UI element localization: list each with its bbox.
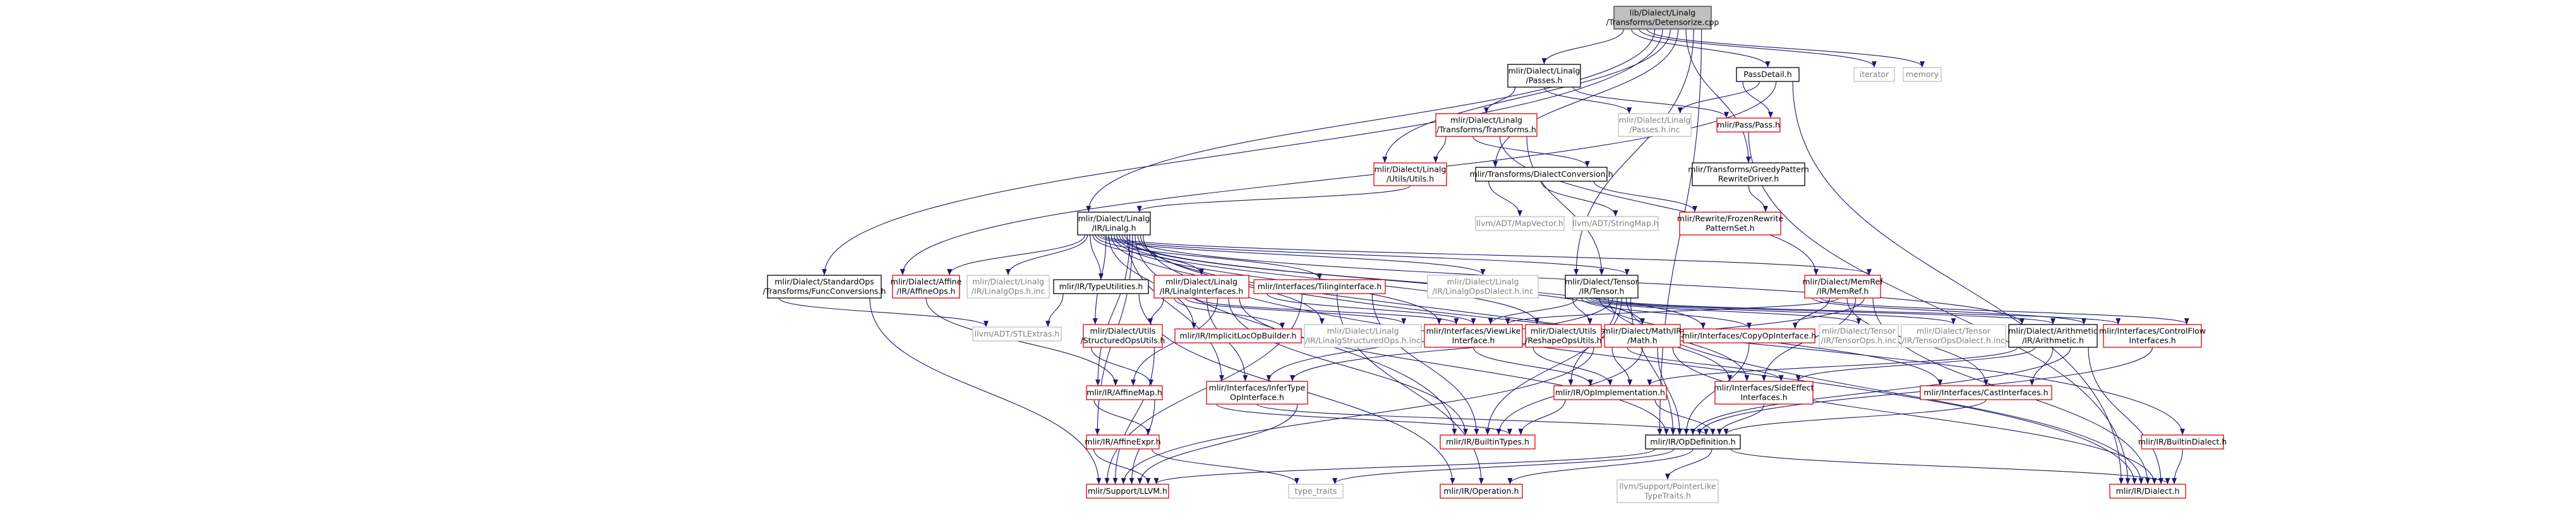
- node-linalgopsinc: [967, 275, 1049, 298]
- node-tensorops: [1819, 325, 1898, 347]
- node-label-line: /IR/LinalgInterfaces.h: [1159, 286, 1244, 296]
- node-linalgpasses[interactable]: [1508, 64, 1580, 87]
- node-label-line: mlir/Dialect/Tensor: [1822, 326, 1896, 336]
- node-controlflow[interactable]: [2099, 325, 2206, 347]
- node-structuredutils[interactable]: [1081, 325, 1165, 347]
- edge-infertype-to-opdef: [1257, 404, 1706, 434]
- node-label-line: mlir/Dialect/Utils: [1090, 326, 1156, 336]
- edge-root-to-linalgutils: [1385, 29, 1670, 162]
- node-label-line: type_traits: [1294, 486, 1337, 496]
- node-pointerlike: [1617, 480, 1718, 503]
- edge-opimpl-to-builtintypes: [1521, 400, 1565, 434]
- node-label-line: mlir/IR/BuiltinTypes.h: [1446, 437, 1529, 446]
- node-label-line: mlir/Dialect/Linalg: [972, 277, 1044, 287]
- node-label-line: Interfaces.h: [1740, 392, 1788, 402]
- edge-opdef-to-supportllvm: [1157, 449, 1656, 484]
- node-label-line: /IR/LinalgStructuredOps.h.inc: [1305, 335, 1421, 345]
- node-tensor[interactable]: [1565, 275, 1639, 298]
- node-label-line: /IR/TensorOps.h.inc: [1821, 335, 1897, 345]
- edge-linalginterfaces-to-opdef: [1239, 298, 1666, 434]
- node-label-line: mlir/Dialect/Affine: [890, 277, 962, 287]
- node-label-line: llvm/ADT/STLExtras.h: [974, 329, 1060, 338]
- edge-layer: [779, 29, 2187, 484]
- node-label-line: mlir/Pass/Pass.h: [1717, 120, 1780, 129]
- node-label-line: mlir/Transforms/DialectConversion.h: [1469, 169, 1613, 179]
- node-operation[interactable]: [1440, 484, 1522, 498]
- node-label-line: mlir/Dialect/Linalg: [1447, 277, 1519, 287]
- edge-linalgh-to-affinemap: [1098, 235, 1130, 385]
- node-label-line: mlir/IR/BuiltinDialect.h: [2138, 437, 2227, 446]
- node-root[interactable]: [1606, 6, 1719, 29]
- node-linalgutils[interactable]: [1374, 163, 1447, 186]
- edge-linalgh-to-memref: [1104, 235, 1869, 275]
- node-label-line: mlir/IR/AffineExpr.h: [1085, 437, 1161, 446]
- edge-opdef-to-irdialect: [1731, 449, 2168, 484]
- edge-root-to-dialectconv: [1495, 29, 1678, 167]
- edge-linalgpasses-to-passpass: [1574, 87, 1727, 117]
- node-label-line: /Passes.h.inc: [1629, 124, 1680, 134]
- edge-mathh-to-opimpl: [1612, 347, 1630, 385]
- node-label-line: mlir/Dialect/Utils: [1531, 326, 1596, 336]
- node-affineops[interactable]: [891, 275, 962, 298]
- node-label-line: PassDetail.h: [1743, 69, 1792, 79]
- edge-tiling-to-operation: [1337, 294, 1481, 484]
- node-opdef[interactable]: [1646, 435, 1740, 449]
- edge-linalgpasses-to-passesinc: [1544, 87, 1630, 113]
- node-label-line: mlir/Interfaces/CastInterfaces.h: [1923, 388, 2049, 397]
- edge-linalginterfaces-to-structuredutils: [1150, 298, 1164, 324]
- edge-linalgutils-to-linalgh: [1140, 186, 1411, 212]
- edge-root-to-iterator: [1639, 29, 1874, 67]
- edge-tensor-to-tensordialectinc: [1591, 298, 1954, 324]
- node-label-line: llvm/Support/PointerLike: [1619, 481, 1716, 491]
- node-label-line: /IR/AffineOps.h: [896, 286, 956, 296]
- node-label-line: mlir/Dialect/Linalg: [1165, 277, 1237, 287]
- edge-greedy-to-frozen: [1748, 186, 1766, 212]
- node-linalgdialectinc: [1428, 275, 1538, 298]
- node-infertype[interactable]: [1207, 381, 1308, 404]
- node-label-line: mlir/Dialect/Tensor: [1917, 326, 1990, 336]
- node-cast[interactable]: [1920, 386, 2052, 400]
- edge-root-to-memory: [1647, 29, 1922, 67]
- edge-dialectconv-to-frozen: [1594, 181, 1695, 212]
- edge-passpass-to-irdialect: [1748, 132, 2128, 484]
- node-label-line: /IR/Tensor.h: [1579, 286, 1625, 296]
- node-label-line: mlir/Interfaces/ControlFlow: [2099, 326, 2206, 336]
- node-label-line: mlir/Interfaces/InferType: [1208, 383, 1306, 393]
- edge-affineexpr-to-supportllvm: [1094, 449, 1148, 484]
- edge-linalgh-to-irdialect: [1143, 235, 2135, 484]
- node-label-line: mlir/Dialect/MemRef: [1802, 277, 1883, 287]
- node-builtindialect[interactable]: [2138, 435, 2227, 449]
- node-stlextras: [973, 327, 1061, 341]
- node-builtintypes[interactable]: [1440, 435, 1535, 449]
- node-label-line: /IR/MemRef.h: [1816, 286, 1869, 296]
- node-label-line: /Utils/Utils.h: [1386, 174, 1435, 184]
- edge-affinemap-to-affineexpr: [1094, 400, 1148, 434]
- node-label-line: mlir/Dialect/Linalg: [1327, 326, 1399, 336]
- node-passdetail[interactable]: [1736, 68, 1799, 81]
- edge-linalgh-to-affineops: [949, 235, 1085, 275]
- node-greedy[interactable]: [1688, 163, 1809, 186]
- node-typetraits: [1289, 484, 1343, 498]
- node-label-line: mlir/IR/OpDefinition.h: [1650, 437, 1736, 446]
- edge-sideeffect-to-opdef: [1719, 404, 1764, 434]
- node-label-line: llvm/ADT/MapVector.h: [1476, 218, 1563, 228]
- node-label-line: mlir/Rewrite/FrozenRewrite: [1676, 213, 1784, 224]
- edge-reshapeutils-to-supportllvm: [1124, 347, 1594, 484]
- node-mapvector: [1476, 217, 1564, 230]
- node-label-line: /IR/Arithmetic.h: [2022, 335, 2084, 345]
- node-stringmap: [1572, 217, 1658, 230]
- node-label-line: lib/Dialect/Linalg: [1629, 8, 1696, 18]
- edge-structuredutils-to-supportllvm: [1116, 347, 1155, 484]
- node-label-line: mlir/Dialect/Linalg: [1078, 213, 1150, 224]
- node-label-line: mlir/IR/TypeUtilities.h: [1059, 282, 1143, 291]
- edge-mathh-to-irdialect: [1673, 347, 2155, 484]
- node-label-line: mlir/Interfaces/ViewLike: [1426, 326, 1521, 336]
- node-structuredinc: [1304, 325, 1421, 347]
- node-label-line: mlir/Interfaces/SideEffect: [1714, 383, 1814, 393]
- edge-root-to-linalgpasses: [1544, 29, 1624, 64]
- node-arith[interactable]: [2008, 325, 2098, 347]
- node-viewlike[interactable]: [1424, 325, 1522, 347]
- edge-tensor-to-arith: [1595, 298, 2053, 324]
- edge-linalginterfaces-to-viewlike: [1196, 298, 1456, 324]
- node-label-line: memory: [1905, 69, 1939, 79]
- node-passesinc: [1618, 114, 1691, 136]
- node-linalgh[interactable]: [1078, 212, 1150, 235]
- node-label-line: mlir/Interfaces/TilingInterface.h: [1257, 282, 1382, 291]
- edge-linalgh-to-sideeffect: [1138, 235, 1730, 381]
- edge-root-to-greedy: [1686, 29, 1748, 162]
- edge-dialectconv-to-mapvector: [1489, 181, 1520, 216]
- edge-cast-to-opdef: [1726, 400, 1987, 434]
- node-label-line: mlir/Dialect/StandardOps: [774, 277, 874, 287]
- node-tensordialectinc: [1901, 325, 2006, 347]
- node-label-line: /IR/LinalgOpsDialect.h.inc: [1432, 286, 1534, 296]
- edge-tensor-to-viewlike: [1491, 298, 1577, 324]
- node-memref[interactable]: [1802, 275, 1883, 298]
- edge-opdef-to-operation: [1510, 449, 1694, 484]
- node-label-line: /Math.h: [1627, 335, 1658, 345]
- edge-passdetail-to-passpass: [1743, 81, 1771, 117]
- edge-linalgtransforms-to-memref: [1500, 136, 1816, 275]
- edge-root-to-passdetail: [1632, 29, 1768, 67]
- node-label-line: mlir/Dialect/Linalg: [1618, 115, 1691, 125]
- node-label-line: llvm/ADT/StringMap.h: [1572, 218, 1659, 228]
- edge-typeutil-to-stlextras: [1048, 294, 1063, 326]
- node-funcconv[interactable]: [763, 275, 886, 298]
- node-label-line: /IR/TensorOpsDialect.h.inc: [1901, 335, 2006, 345]
- node-tiling[interactable]: [1254, 280, 1385, 294]
- node-label-line: /StructuredOpsUtils.h: [1080, 335, 1165, 345]
- edge-passdetail-to-affineops: [903, 81, 1776, 275]
- node-affinemap[interactable]: [1086, 386, 1162, 400]
- node-label-line: mlir/Interfaces/CopyOpInterface.h: [1682, 331, 1817, 340]
- node-label-line: /IR/Linalg.h: [1092, 223, 1136, 233]
- node-layer: [763, 6, 2227, 503]
- node-label-line: mlir/Dialect/Tensor: [1565, 277, 1639, 287]
- edge-reshapeutils-to-opimpl: [1533, 347, 1610, 385]
- node-linalginterfaces[interactable]: [1154, 275, 1249, 298]
- node-mathh[interactable]: [1603, 325, 1682, 347]
- node-label-line: mlir/IR/Dialect.h: [2116, 486, 2180, 496]
- edge-memref-to-viewlike: [1508, 298, 1838, 324]
- node-label-line: /Transforms/Transforms.h: [1436, 124, 1536, 134]
- edge-opdef-to-pointerlike: [1668, 449, 1712, 479]
- edge-funcconv-to-supportllvm: [870, 298, 1099, 484]
- node-sideeffect[interactable]: [1714, 381, 1814, 404]
- edge-tensor-to-builtintypes: [1488, 298, 1622, 434]
- node-label-line: /Transforms/FuncConversions.h: [762, 286, 886, 296]
- node-iterator: [1854, 68, 1894, 81]
- node-supportllvm[interactable]: [1086, 484, 1169, 498]
- node-label-line: RewriteDriver.h: [1718, 174, 1779, 184]
- node-label-line: mlir/Dialect/Linalg: [1450, 115, 1522, 125]
- node-label-line: TypeTraits.h: [1644, 491, 1692, 501]
- node-irdialect[interactable]: [2110, 484, 2186, 498]
- edge-linalgh-to-typeutil: [1090, 235, 1101, 279]
- node-label-line: /ReshapeOpsUtils.h: [1525, 335, 1602, 345]
- node-reshapeutils[interactable]: [1525, 325, 1601, 347]
- node-label-line: mlir/IR/Operation.h: [1443, 486, 1519, 496]
- node-frozen[interactable]: [1677, 212, 1783, 235]
- edge-funcconv-to-stlextras: [779, 298, 986, 326]
- node-label-line: mlir/IR/OpImplementation.h: [1555, 388, 1665, 397]
- edge-passdetail-to-passesinc: [1680, 81, 1760, 113]
- node-label-line: OpInterface.h: [1230, 392, 1284, 402]
- node-label-line: mlir/Dialect/Math/IR: [1603, 326, 1682, 336]
- node-label-line: mlir/Dialect/Linalg: [1374, 164, 1447, 174]
- edge-linalgtransforms-to-dialectconv: [1473, 136, 1587, 167]
- edge-linalgtransforms-to-linalgutils: [1436, 136, 1446, 162]
- node-label-line: iterator: [1859, 69, 1889, 79]
- node-linalgtransforms[interactable]: [1436, 114, 1537, 136]
- edge-opdef-to-typetraits: [1335, 449, 1674, 484]
- node-copyop[interactable]: [1682, 329, 1817, 343]
- node-label-line: /Transforms/Detensorize.cpp: [1606, 17, 1719, 27]
- node-passpass[interactable]: [1717, 118, 1780, 132]
- node-label-line: mlir/Support/LLVM.h: [1088, 486, 1167, 496]
- node-typeutil[interactable]: [1054, 280, 1148, 294]
- node-label-line: mlir/IR/ImplicitLocOpBuilder.h: [1179, 331, 1297, 340]
- edge-root-to-tensor: [1576, 29, 1694, 275]
- node-implicitloc[interactable]: [1175, 329, 1301, 343]
- node-label-line: Interface.h: [1452, 335, 1495, 345]
- node-label-line: Interfaces.h: [2129, 335, 2176, 345]
- node-opimpl[interactable]: [1554, 386, 1666, 400]
- edge-memref-to-controlflow: [1821, 298, 2187, 324]
- node-affineexpr[interactable]: [1085, 435, 1160, 449]
- edge-builtindialect-to-irdialect: [2174, 449, 2182, 484]
- node-label-line: PatternSet.h: [1706, 223, 1755, 233]
- node-label-line: /Passes.h: [1526, 75, 1563, 85]
- node-label-line: /IR/LinalgOps.h.inc: [971, 286, 1045, 296]
- node-label-line: mlir/Dialect/Arithmetic: [2008, 326, 2098, 336]
- node-dialectconv[interactable]: [1469, 167, 1613, 181]
- node-label-line: mlir/Transforms/GreedyPattern: [1688, 164, 1809, 174]
- node-label-line: mlir/IR/AffineMap.h: [1086, 388, 1162, 397]
- node-label-line: mlir/Dialect/Linalg: [1508, 66, 1580, 76]
- node-memory: [1903, 68, 1941, 81]
